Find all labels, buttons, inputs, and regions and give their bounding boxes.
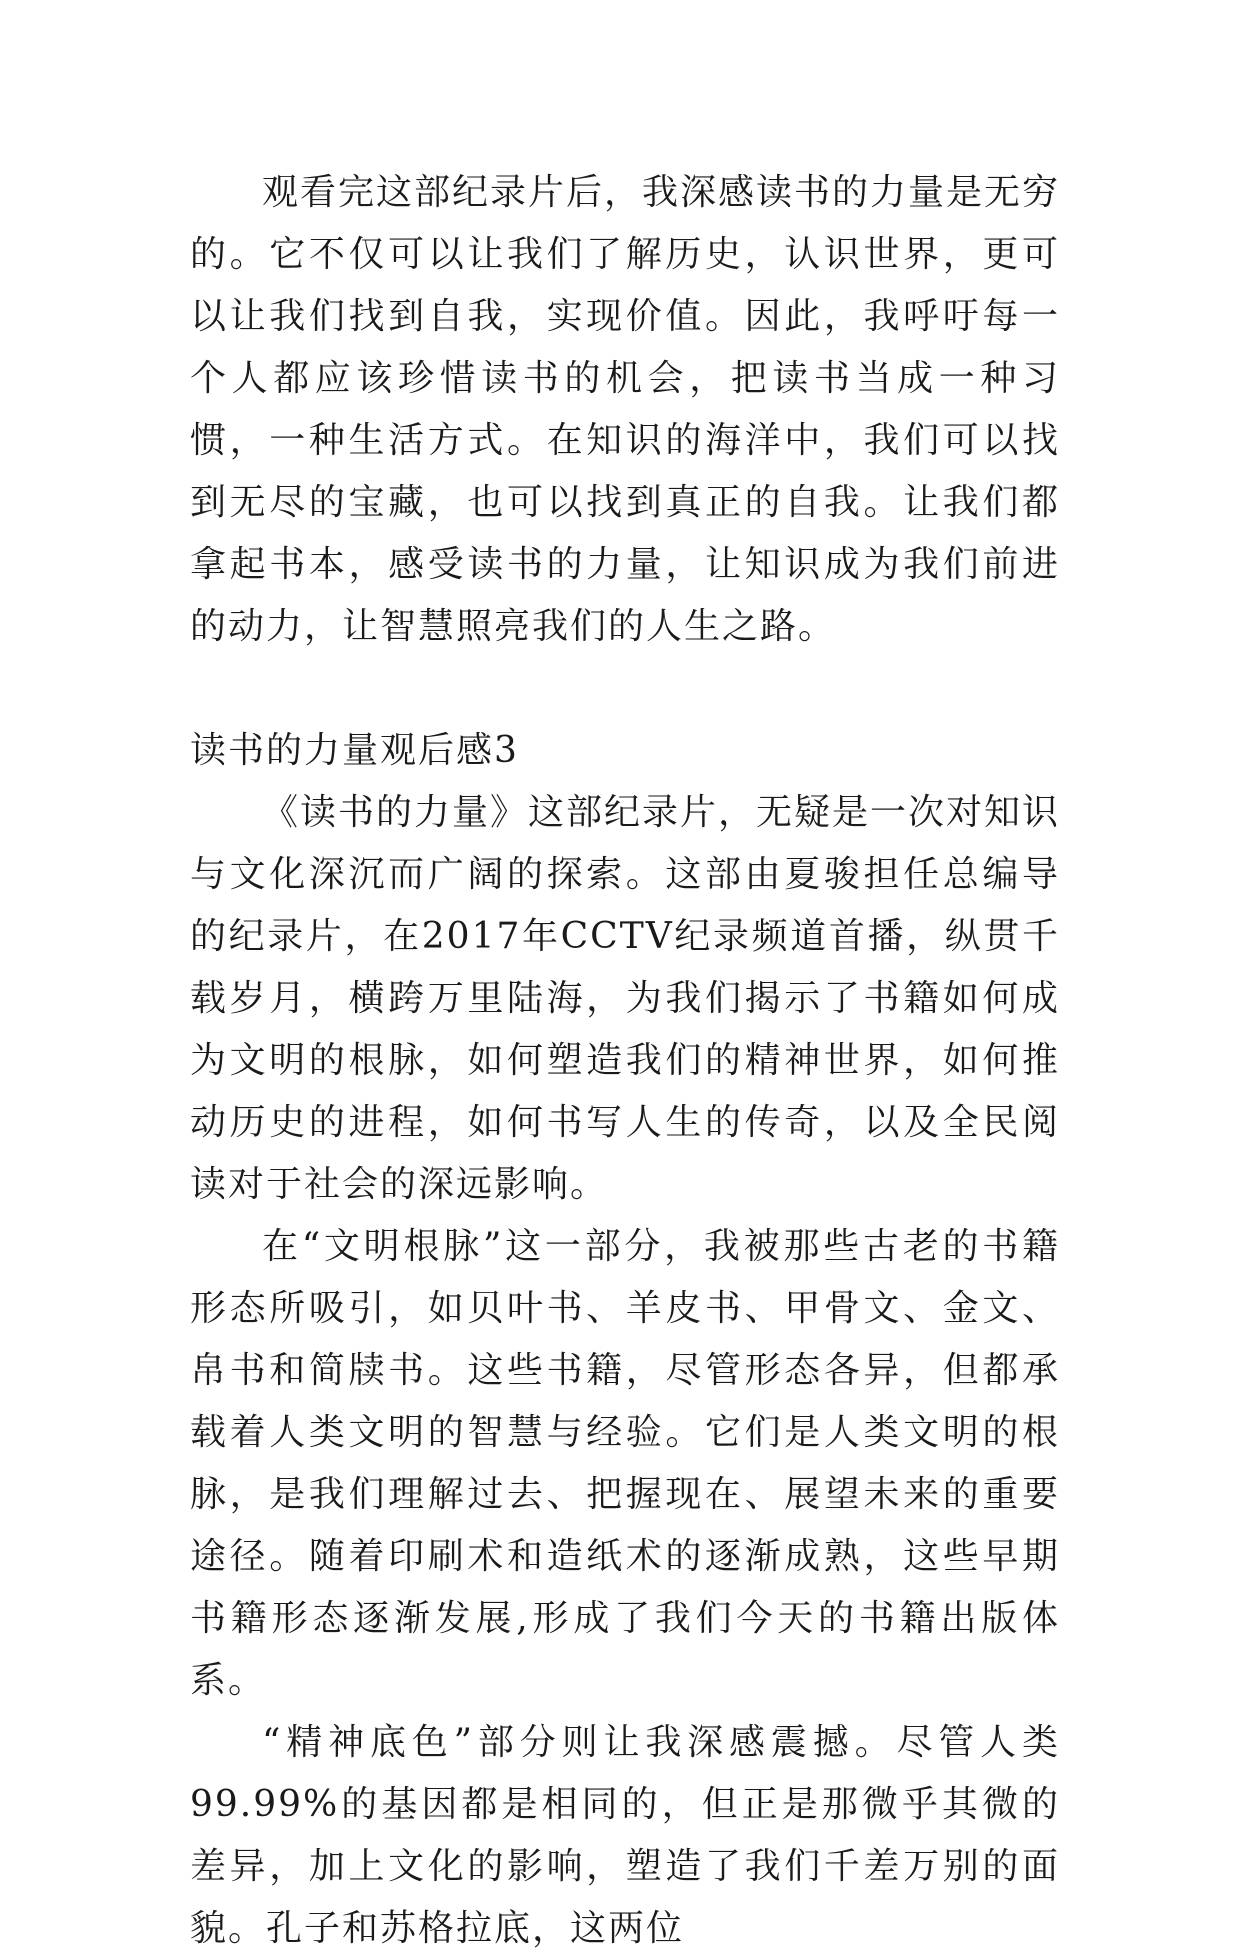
body-paragraph: 《读书的力量》这部纪录片，无疑是一次对知识与文化深沉而广阔的探索。这部由夏骏担任总编导的纪录片，在2017年CCTV纪录频道首播，纵贯千载岁月，横跨万里陆海，为我们揭示了书籍如何成为文明的根脉，如何塑造我们的精神世界，如何推动历史的进程，如何书写人生的传奇，以及全民阅读对于社会的深远影响。: [190, 792, 1061, 1205]
body-paragraph: “精神底色”部分则让我深感震撼。尽管人类99.99%的基因都是相同的，但正是那微乎其微的差异，加上文化的影响，塑造了我们千差万别的面貌。孔子和苏格拉底，这两位: [190, 1722, 1060, 1949]
body-paragraph: 在“文明根脉”这一部分，我被那些古老的书籍形态所吸引，如贝叶书、羊皮书、甲骨文、金文、帛书和简牍书。这些书籍，尽管形态各异，但都承载着人类文明的智慧与经验。它们是人类文明的根脉，是我们理解过去、把握现在、展望未来的重要途径。随着印刷术和造纸术的逐渐成熟，这些早期书籍形态逐渐发展,形成了我们今天的书籍出版体系。: [190, 1226, 1060, 1701]
body-paragraph: 观看完这部纪录片后，我深感读书的力量是无穷的。它不仅可以让我们了解历史，认识世界，更可以让我们找到自我，实现价值。因此，我呼吁每一个人都应该珍惜读书的机会，把读书当成一种习惯，一种生活方式。在知识的海洋中，我们可以找到无尽的宝藏，也可以找到真正的自我。让我们都拿起书本，感受读书的力量，让知识成为我们前进的动力，让智慧照亮我们的人生之路。: [190, 172, 1061, 647]
document-body: [190, 162, 1060, 1960]
section-heading: 读书的力量观后感3: [190, 730, 519, 771]
